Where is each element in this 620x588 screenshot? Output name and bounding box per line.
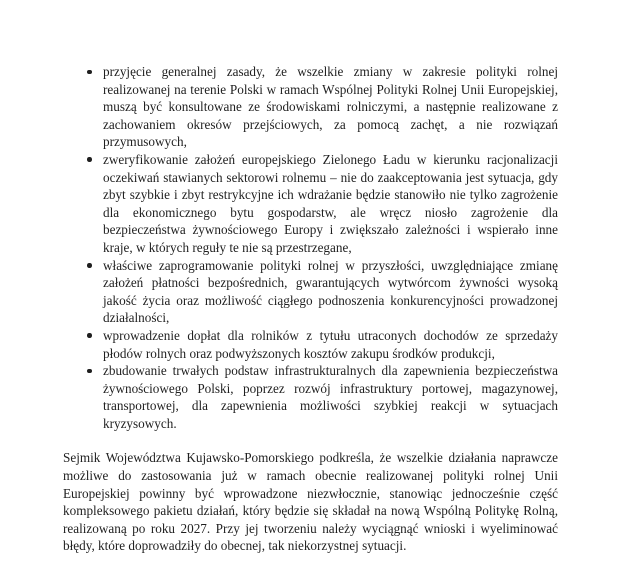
bullet-icon xyxy=(87,333,92,338)
bullet-icon xyxy=(87,369,92,374)
bullet-text: wprowadzenie dopłat dla rolników z tytułu utraconych dochodów ze sprzedaży płodów rolnych oraz podwyższonych kosztów zakupu środków produkcji, xyxy=(103,327,558,361)
list-item xyxy=(63,257,558,327)
bullet-text: właściwe zaprogramowanie polityki rolnej w przyszłości, uwzględniające zmianę założeń płatności bezpośrednich, gwarantujących wytwórcom żywności wysoką jakość życia oraz możliwość ciągłego podnoszenia konkurencyjności prowadzonej działalności, xyxy=(103,257,558,326)
bullet-icon xyxy=(87,157,92,162)
closing-paragraph: Sejmik Województwa Kujawsko-Pomorskiego podkreśla, że wszelkie działania naprawcze możliwe do zastosowania już w ramach obecnie realizowanej polityki rolnej Unii Europejskiej powinny być wprowadzone niezwłocznie, stanowiąc jednocześnie część kompleksowego pakietu działań, który będzie się składał na nową Wspólną Politykę Rolną, realizowaną po roku 2027. Przy jej tworzeniu należy wyciągnąć wnioski i wyeliminować błędy, które doprowadziły do obecnej, tak niekorzystnej sytuacji. xyxy=(63,450,558,554)
bullet-icon xyxy=(87,263,92,268)
bullet-list xyxy=(63,63,558,432)
bullet-text: zbudowanie trwałych podstaw infrastrukturalnych dla zapewnienia bezpieczeństwa żywnościowego Polski, poprzez rozwój infrastruktury portowej, magazynowej, transportowej, dla zapewnienia możliwości szybkiej reakcji w sytuacjach kryzysowych. xyxy=(103,363,558,431)
bullet-icon xyxy=(87,70,92,75)
list-item xyxy=(63,362,558,432)
list-item xyxy=(63,63,558,151)
list-item xyxy=(63,327,558,362)
bullet-text: przyjęcie generalnej zasady, że wszelkie zmiany w zakresie polityki rolnej realizowanej na terenie Polski w ramach Wspólnej Polityki Rolnej Unii Europejskiej, muszą być konsultowane ze środowiskami rolniczymi, a następnie realizowane z zachowaniem okresów przejściowych, za pomocą zachęt, a nie rozwiązań przymusowych, xyxy=(103,64,558,150)
bullet-text: zweryfikowanie założeń europejskiego Zielonego Ładu w kierunku racjonalizacji oczekiwań stawianych sektorowi rolnemu – nie do zaakceptowania jest sytuacja, gdy zbyt szybkie i zbyt restrykcyjne ich wdrażanie będzie stanowiło nie tylko zagrożenie dla ekonomicznego bytu gospodarstw, ale wręcz niosło zagrożenie dla bezpieczeństwa żywnościowego Europy i zwiększało zależności i wspierało inne kraje, w których reguły te nie są przestrzegane, xyxy=(103,151,558,255)
document-content xyxy=(63,63,558,555)
list-item xyxy=(63,151,558,257)
